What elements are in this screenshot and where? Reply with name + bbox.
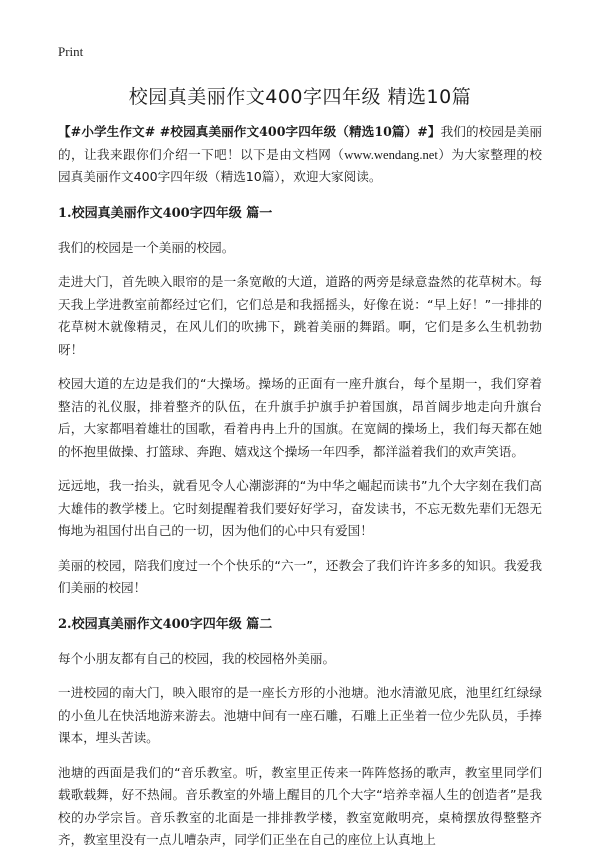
intro-tag: 【#小学生作文# #校园真美丽作文400字四年级（精选10篇）#】 [58,124,441,139]
page-title: 校园真美丽作文400字四年级 精选10篇 [128,86,472,108]
article-body [58,121,542,864]
section-1-paragraph-2: 走进大门，首先映入眼帘的是一条宽敞的大道，道路的两旁是绿意盎然的花草树木。每天我上学进教室前都经过它们，它们总是和我摇摇头，好像在说：“早上好！”一排排的花草树木就像精灵，在风儿们的吹拂下，跳着美丽的舞蹈。啊，它们是多么生机勃勃呀！ [58,274,542,357]
print-link[interactable]: Print [58,44,84,59]
section-1-paragraph-1: 我们的校园是一个美丽的校园。 [58,239,235,255]
section-heading-2: 2.校园真美丽作文400字四年级 篇二 [58,616,273,632]
section-1-paragraph-4: 远远地，我一抬头，就看见令人心潮澎湃的“为中华之崛起而读书”九个大字刻在我们高大雄伟的教学楼上。它时刻提醒着我们要好好学习，奋发读书，不忘无数先辈们无怨无悔地为祖国付出自己的一切，因为他们的心中只有爱国！ [58,478,542,538]
intro-paragraph [58,121,542,189]
section-2-paragraph-2: 一进校园的南大门，映入眼帘的是一座长方形的小池塘。池水清澈见底，池里红红绿绿的小鱼儿在快活地游来游去。池塘中间有一座石雕，石雕上正坐着一位少先队员，手捧课本，埋头苦读。 [58,685,542,745]
intro-url: www.wendang.net [344,147,438,162]
section-1-paragraph-3: 校园大道的左边是我们的“大操场。操场的正面有一座升旗台，每个星期一，我们穿着整洁的礼仪服，排着整齐的队伍，在升旗手护旗手护着国旗，昂首阔步地走向升旗台后，大家都唱着雄壮的国歌，看着冉冉上升的国旗。在宽阔的操场上，我们每天都在她的怀抱里做操、打篮球、奔跑、嬉戏这个操场一年四季，都洋溢着我们的欢声笑语。 [58,376,542,459]
section-2-paragraph-1: 每个小朋友都有自己的校园，我的校园格外美丽。 [58,650,336,666]
section-heading-1: 1.校园真美丽作文400字四年级 篇一 [58,205,273,221]
section-1-paragraph-5: 美丽的校园，陪我们度过一个个快乐的“六一”，还教会了我们许许多多的知识。我爱我们美丽的校园！ [58,557,542,595]
intro-text-before-url: 我们的校园是美丽的，让我来跟你们介绍一下吧！以下是由文档网（ [58,124,542,162]
intro-text-after-url: ）为大家整理的校园真美丽作文400字四年级（精选10篇），欢迎大家阅读。 [58,146,543,184]
section-2-paragraph-3: 池塘的西面是我们的“音乐教室。听，教室里正传来一阵阵悠扬的歌声，教室里同学们载歌载舞，好不热闹。音乐教室的外墙上醒目的几个大字“培养幸福人生的创造者”是我校的办学宗旨。音乐教室的北面是一排排教学楼，教室宽敞明亮，桌椅摆放得整整齐齐，教室里没有一点儿嘈杂声，同学们正坐在自己的座位上认真地上 [58,764,542,847]
